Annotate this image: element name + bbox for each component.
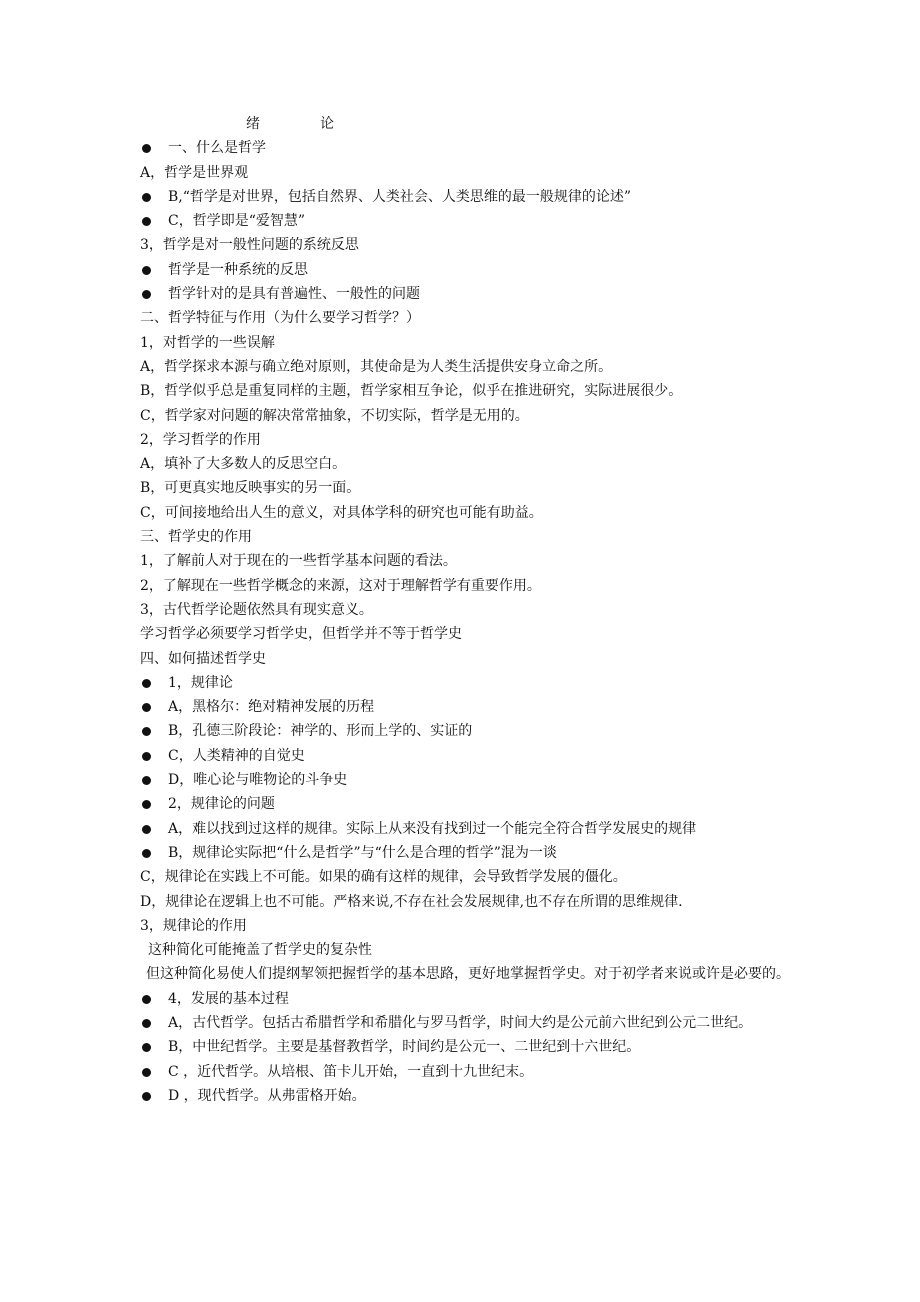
bullet-dot-icon	[142, 727, 151, 736]
bullet-item	[140, 1084, 790, 1108]
bullet-dot-icon	[142, 193, 151, 202]
text-line: 3，规律论的作用	[140, 917, 247, 934]
bullet-text: 哲学是一种系统的反思	[168, 261, 308, 278]
bullet-dot-icon	[142, 679, 151, 688]
text-line: C，规律论在实践上不可能。如果的确有这样的规律，会导致哲学发展的僵化。	[140, 869, 627, 886]
document-title	[140, 112, 790, 136]
title-char-left: 绪	[246, 116, 260, 132]
text-line: B，哲学似乎总是重复同样的主题，哲学家相互争论，似乎在推进研究，实际进展很少。	[140, 383, 683, 400]
bullet-item	[140, 282, 790, 306]
text-line: 二、哲学特征与作用（为什么要学习哲学？）	[140, 310, 420, 327]
bullet-text: 2，规律论的问题	[168, 796, 275, 813]
bullet-text: B，孔德三阶段论：神学的、形而上学的、实证的	[168, 723, 473, 740]
bullet-item	[140, 1035, 790, 1059]
text-line: 这种简化可能掩盖了哲学史的复杂性	[148, 942, 372, 959]
text-line: D，规律论在逻辑上也不可能。严格来说,不存在社会发展规律,也不存在所谓的思维规律.	[140, 893, 683, 910]
bullet-text: C，人类精神的自觉史	[168, 747, 305, 764]
bullet-dot-icon	[142, 995, 151, 1004]
text-line: 3，哲学是对一般性问题的系统反思	[140, 237, 359, 254]
text-line: 2，学习哲学的作用	[140, 431, 261, 448]
bullet-item	[140, 1060, 790, 1084]
bullet-dot-icon	[142, 752, 151, 761]
bullet-dot-icon	[142, 290, 151, 299]
bullet-text: 一、什么是哲学	[168, 140, 266, 157]
text-line: 2，了解现在一些哲学概念的来源，这对于理解哲学有重要作用。	[140, 577, 541, 594]
bullet-item	[140, 185, 790, 209]
text-line: 四、如何描述哲学史	[140, 650, 266, 667]
bullet-dot-icon	[142, 1068, 151, 1077]
bullet-dot-icon	[142, 1092, 151, 1101]
bullet-text: D，唯心论与唯物论的斗争史	[168, 772, 348, 789]
bullet-dot-icon	[142, 144, 151, 153]
bullet-item	[140, 136, 790, 160]
bullet-dot-icon	[142, 703, 151, 712]
text-line: A，哲学是世界观	[140, 164, 249, 181]
bullet-dot-icon	[142, 849, 151, 858]
bullet-item	[140, 841, 790, 865]
bullet-dot-icon	[142, 1043, 151, 1052]
bullet-dot-icon	[142, 266, 151, 275]
bullet-text: B，中世纪哲学。主要是基督教哲学，时间约是公元一、二世纪到十六世纪。	[168, 1039, 641, 1056]
bullet-item	[140, 987, 790, 1011]
text-line: 1，对哲学的一些误解	[140, 334, 275, 351]
bullet-item	[140, 719, 790, 743]
bullet-text: A，黑格尔：绝对精神发展的历程	[168, 699, 375, 716]
bullet-text: 1，规律论	[168, 674, 233, 691]
bullet-dot-icon	[142, 776, 151, 785]
bullet-text: C ，近代哲学。从培根、笛卡儿开始，一直到十九世纪末。	[168, 1063, 534, 1080]
text-line: 但这种简化易使人们提纲挈领把握哲学的基本思路，更好地掌握哲学史。对于初学者来说或许是必要的。	[146, 966, 790, 983]
bullet-text: A，古代哲学。包括古希腊哲学和希腊化与罗马哲学，时间大约是公元前六世纪到公元二世纪。	[168, 1014, 753, 1031]
text-line: C，哲学家对问题的解决常常抽象，不切实际，哲学是无用的。	[140, 407, 529, 424]
outline-lines	[140, 136, 790, 1108]
bullet-dot-icon	[142, 217, 151, 226]
bullet-item	[140, 817, 790, 841]
text-line: 学习哲学必须要学习哲学史，但哲学并不等于哲学史	[140, 626, 462, 643]
text-line: C，可间接地给出人生的意义，对具体学科的研究也可能有助益。	[140, 504, 543, 521]
text-line: B，可更真实地反映事实的另一面。	[140, 480, 361, 497]
bullet-item	[140, 258, 790, 282]
bullet-text: B,“哲学是对世界，包括自然界、人类社会、人类思维的最一般规律的论述”	[168, 188, 632, 205]
text-line: 三、哲学史的作用	[140, 529, 252, 546]
bullet-item	[140, 695, 790, 719]
text-line: A，填补了大多数人的反思空白。	[140, 456, 347, 473]
text-line: 1，了解前人对于现在的一些哲学基本问题的看法。	[140, 553, 457, 570]
bullet-dot-icon	[142, 825, 151, 834]
text-line: 3，古代哲学论题依然具有现实意义。	[140, 601, 373, 618]
bullet-item	[140, 671, 790, 695]
bullet-text: B，规律论实际把“什么是哲学”与“什么是合理的哲学”混为一谈	[168, 844, 557, 861]
bullet-item	[140, 1011, 790, 1035]
bullet-item	[140, 209, 790, 233]
bullet-text: C，哲学即是“爱智慧”	[168, 213, 306, 230]
bullet-text: 哲学针对的是具有普遍性、一般性的问题	[168, 286, 420, 303]
bullet-dot-icon	[142, 800, 151, 809]
bullet-item	[140, 768, 790, 792]
bullet-dot-icon	[142, 1019, 151, 1028]
document-body	[140, 112, 790, 1108]
bullet-text: 4，发展的基本过程	[168, 990, 289, 1007]
bullet-text: A，难以找到过这样的规律。实际上从来没有找到过一个能完全符合哲学发展史的规律	[168, 820, 697, 837]
bullet-item	[140, 792, 790, 816]
bullet-item	[140, 744, 790, 768]
text-line: A，哲学探求本源与确立绝对原则，其使命是为人类生活提供安身立命之所。	[140, 358, 613, 375]
title-char-right: 论	[320, 116, 334, 132]
bullet-text: D ，现代哲学。从弗雷格开始。	[168, 1087, 366, 1104]
